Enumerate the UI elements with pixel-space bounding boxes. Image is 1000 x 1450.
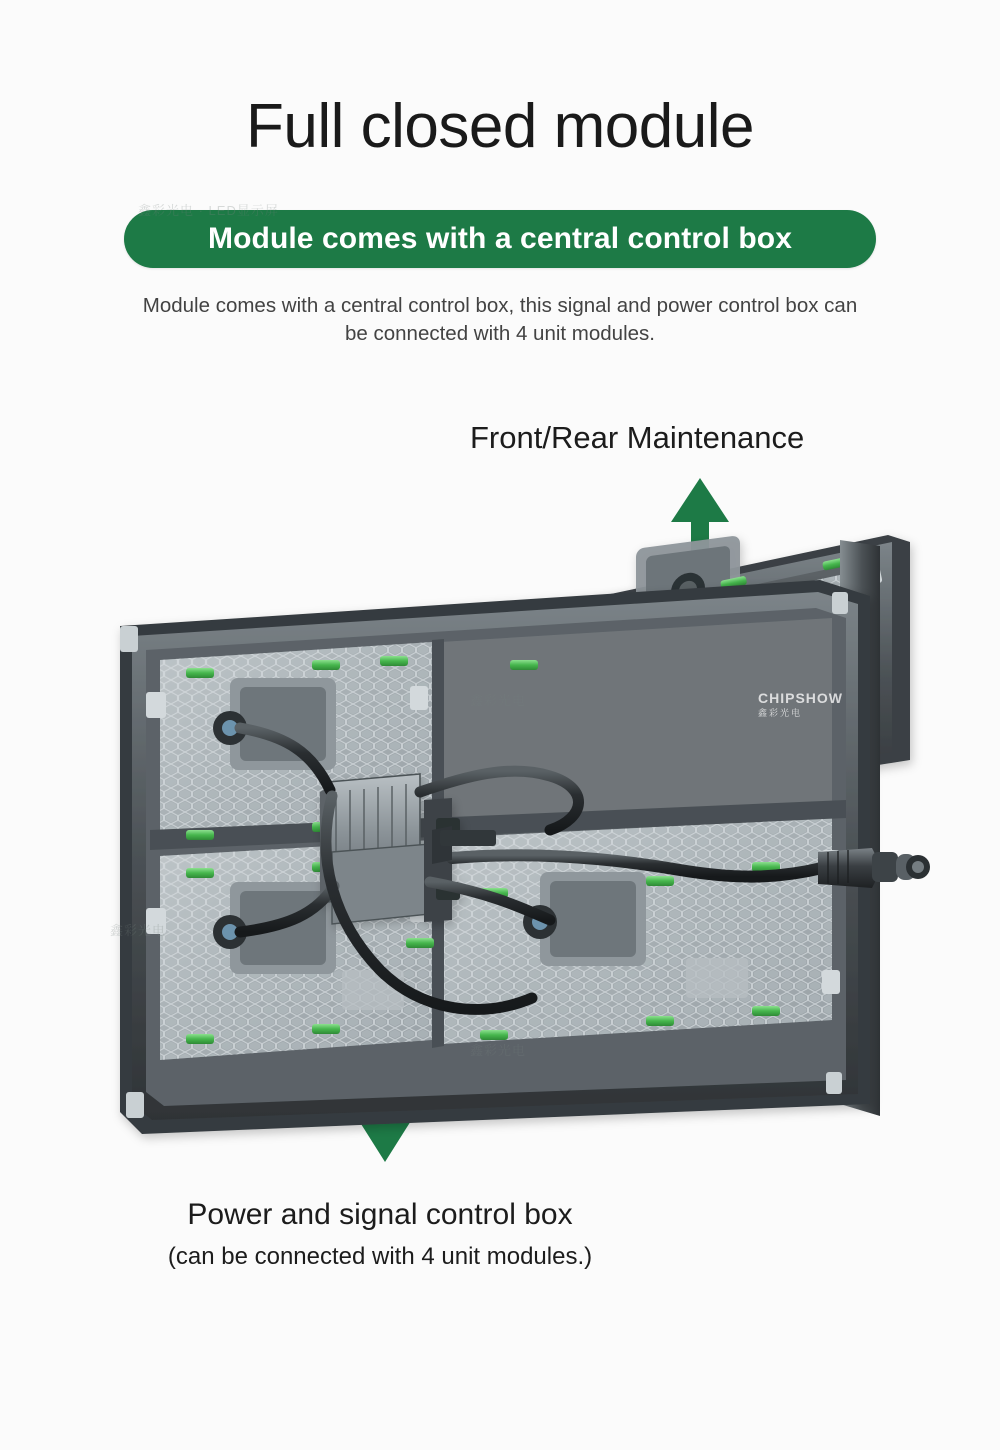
highlight-banner	[124, 210, 876, 268]
callout-control-box-title: Power and signal control box	[187, 1198, 573, 1231]
callout-front-rear-maintenance: Front/Rear Maintenance	[470, 420, 805, 455]
callout-control-box-note: (can be connected with 4 unit modules.)	[167, 1243, 593, 1270]
watermark-left: 鑫彩光电	[110, 923, 167, 938]
highlight-banner-label: Module comes with a central control box	[208, 222, 792, 255]
brand-watermark-name: CHIPSHOW	[758, 690, 843, 706]
page-subtitle: Module comes with a central control box, this signal and power control box can be connected with 4 unit modules.	[142, 294, 858, 345]
led-cabinet-diagram	[80, 500, 960, 1160]
watermark-mid: 鑫彩光电	[470, 693, 527, 708]
page-title: Full closed module	[246, 92, 754, 161]
watermark-lower: 鑫彩光电	[470, 1043, 527, 1058]
cable-connector	[818, 848, 930, 888]
brand-watermark-sub: 鑫彩光电	[758, 708, 803, 718]
watermark-top: 鑫彩光电 · LED显示屏	[138, 203, 279, 218]
